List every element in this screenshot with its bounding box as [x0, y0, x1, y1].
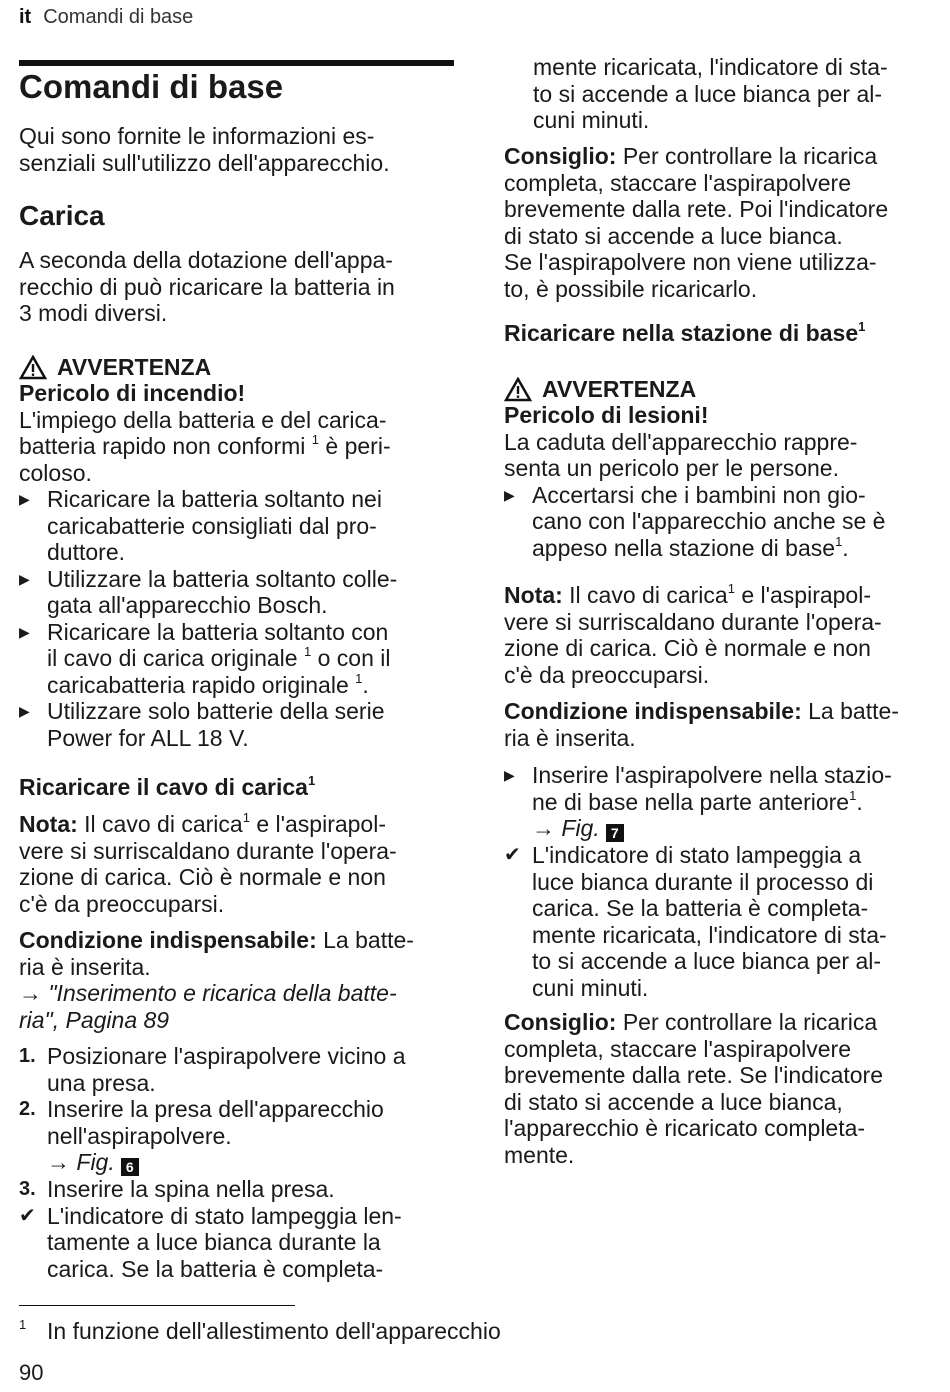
check-icon: ✔ [19, 1204, 36, 1227]
title-rule [19, 60, 454, 66]
bullet-arrow-icon: ▶ [504, 486, 515, 503]
list-item: 2. Inserire la presa dell'apparecchio nell'aspirapolvere. → Fig. 6 [19, 1096, 384, 1175]
cable-condition: Condizione indispensabile: La batte- ria è inserita. → "Inserimento e ricarica della batte- ria", Pagina 89 [19, 927, 459, 1033]
list-item: ▶ Utilizzare la batteria soltanto colle- gata all'apparecchio Bosch. [19, 565, 398, 618]
carica-paragraph: A seconda della dotazione dell'appa- recchio di può ricaricare la batteria in 3 modi diversi. [19, 247, 395, 326]
page-number: 90 [19, 1360, 44, 1385]
figure-reference: → Fig. 7 [532, 815, 892, 842]
list-item: ▶ Inserire l'aspirapolvere nella stazio- ne di base nella parte anteriore$^1$. → Fig. 7 [504, 762, 892, 841]
footnote [19, 1318, 501, 1345]
warning-triangle-icon [19, 355, 47, 380]
footnote-mark: 1 [19, 1317, 27, 1332]
base-heading: Ricaricare nella stazione di base$^1$ [504, 319, 866, 346]
fire-warning: AVVERTENZA Pericolo di incendio! L'impiego della batteria e del carica- batteria rapido non conformi $^1$ è peri- coloso. ▶ Ricaricare la batteria soltanto nei caricabatterie consigliati dal pro- duttore. ▶ Utilizzare la batteria soltanto colle- gata all'apparecchio Bosch. ▶ Ricaricare la batteria soltanto con il cavo di carica originale $^1$ o con il caricabatteria rapido originale $^1$. ▶ Utilizzare solo batterie della serie Power for ALL 18 V. [19, 354, 459, 751]
page-header [19, 6, 193, 29]
warning-subtitle: Pericolo di lesioni! [504, 402, 709, 428]
list-item: ✔ L'indicatore di stato lampeggia a luce bianca durante il processo di carica. Se la batteria è completa- mente ricaricata, l'indicatore di sta- to si accende a luce bianca per al- cuni minuti. [504, 842, 887, 1001]
injury-warning: AVVERTENZA Pericolo di lesioni! La caduta dell'apparecchio rappre- senta un pericolo per le persone. ▶ Accertarsi che i bambini non gio- cano con l'apparecchio anche se è appeso nella stazione di base$^1$. [504, 376, 944, 561]
list-item: ✔ L'indicatore di stato lampeggia len- tamente a luce bianca durante la carica. Se la batteria è completa- [19, 1202, 402, 1282]
tip-1: Consiglio: Per controllare la ricarica completa, staccare l'aspirapolvere brevemente dalla rete. Poi l'indicatore di stato si accende a luce bianca. Se l'aspirapolvere non viene utilizza- to, è possibile ricaricarlo. [504, 143, 889, 302]
header-section: Comandi di base [43, 6, 194, 28]
warning-label: AVVERTENZA [542, 376, 697, 402]
bullet-arrow-icon: ▶ [504, 767, 515, 783]
cable-note: Nota: Il cavo di carica$^1$ e l'aspirapol- vere si surriscaldano durante l'opera- zione di carica. Ciò è normale e non c'è da preoccuparsi. [19, 810, 397, 917]
bullet-arrow-icon: ▶ [19, 703, 30, 719]
warning-triangle-icon [504, 377, 532, 402]
bullet-arrow-icon: ▶ [19, 491, 30, 507]
list-item: 1. Posizionare l'aspirapolvere vicino a una presa. [19, 1043, 406, 1096]
intro-paragraph: Qui sono fornite le informazioni es- senziali sull'utilizzo dell'apparecchio. [19, 123, 390, 176]
list-item: 3. Inserire la spina nella presa. [19, 1176, 335, 1202]
list-item: ▶ Utilizzare solo batterie della serie Power for ALL 18 V. [19, 698, 385, 751]
bullet-arrow-icon: ▶ [19, 623, 30, 640]
list-item: ▶ Ricaricare la batteria soltanto nei caricabatterie consigliati dal pro- duttore. [19, 486, 382, 565]
tip-2: Consiglio: Per controllare la ricarica completa, staccare l'aspirapolvere brevemente dalla rete. Se l'indicatore di stato si accende a luce bianca, l'apparecchio è ricaricato completa- mente. [504, 1009, 883, 1168]
check-icon: ✔ [504, 844, 521, 866]
figure-6-badge: 6 [121, 1158, 139, 1176]
figure-reference: → Fig. 6 [47, 1149, 384, 1176]
base-steps [504, 762, 944, 1001]
figure-7-badge: 7 [606, 824, 624, 842]
list-item: ▶ Ricaricare la batteria soltanto con il cavo di carica originale $^1$ o con il caricabatteria rapido originale $^1$. [19, 618, 391, 698]
warning-subtitle: Pericolo di incendio! [19, 380, 246, 406]
base-condition: Condizione indispensabile: La batte- ria è inserita. [504, 698, 899, 751]
cable-heading: Ricaricare il cavo di carica$^1$ [19, 773, 316, 800]
page-reference[interactable]: → "Inserimento e ricarica della batte- [19, 980, 397, 1006]
page-title: Comandi di base [19, 68, 284, 105]
footnote-rule [19, 1305, 295, 1306]
list-item: ▶ Accertarsi che i bambini non gio- cano con l'apparecchio anche se è appeso nella stazione di base$^1$. [504, 481, 886, 561]
carica-heading: Carica [19, 200, 105, 231]
warning-label: AVVERTENZA [57, 354, 212, 380]
language-code: it [19, 6, 32, 28]
result-continued: mente ricaricata, l'indicatore di sta- to si accende a luce bianca per al- cuni minuti. [533, 54, 888, 133]
base-note: Nota: Il cavo di carica$^1$ e l'aspirapol- vere si surriscaldano durante l'opera- zione di carica. Ciò è normale e non c'è da preoccuparsi. [504, 581, 882, 688]
footnote-text: In funzione dell'allestimento dell'apparecchio [47, 1318, 501, 1344]
bullet-arrow-icon: ▶ [19, 570, 30, 587]
cable-steps [19, 1043, 459, 1282]
